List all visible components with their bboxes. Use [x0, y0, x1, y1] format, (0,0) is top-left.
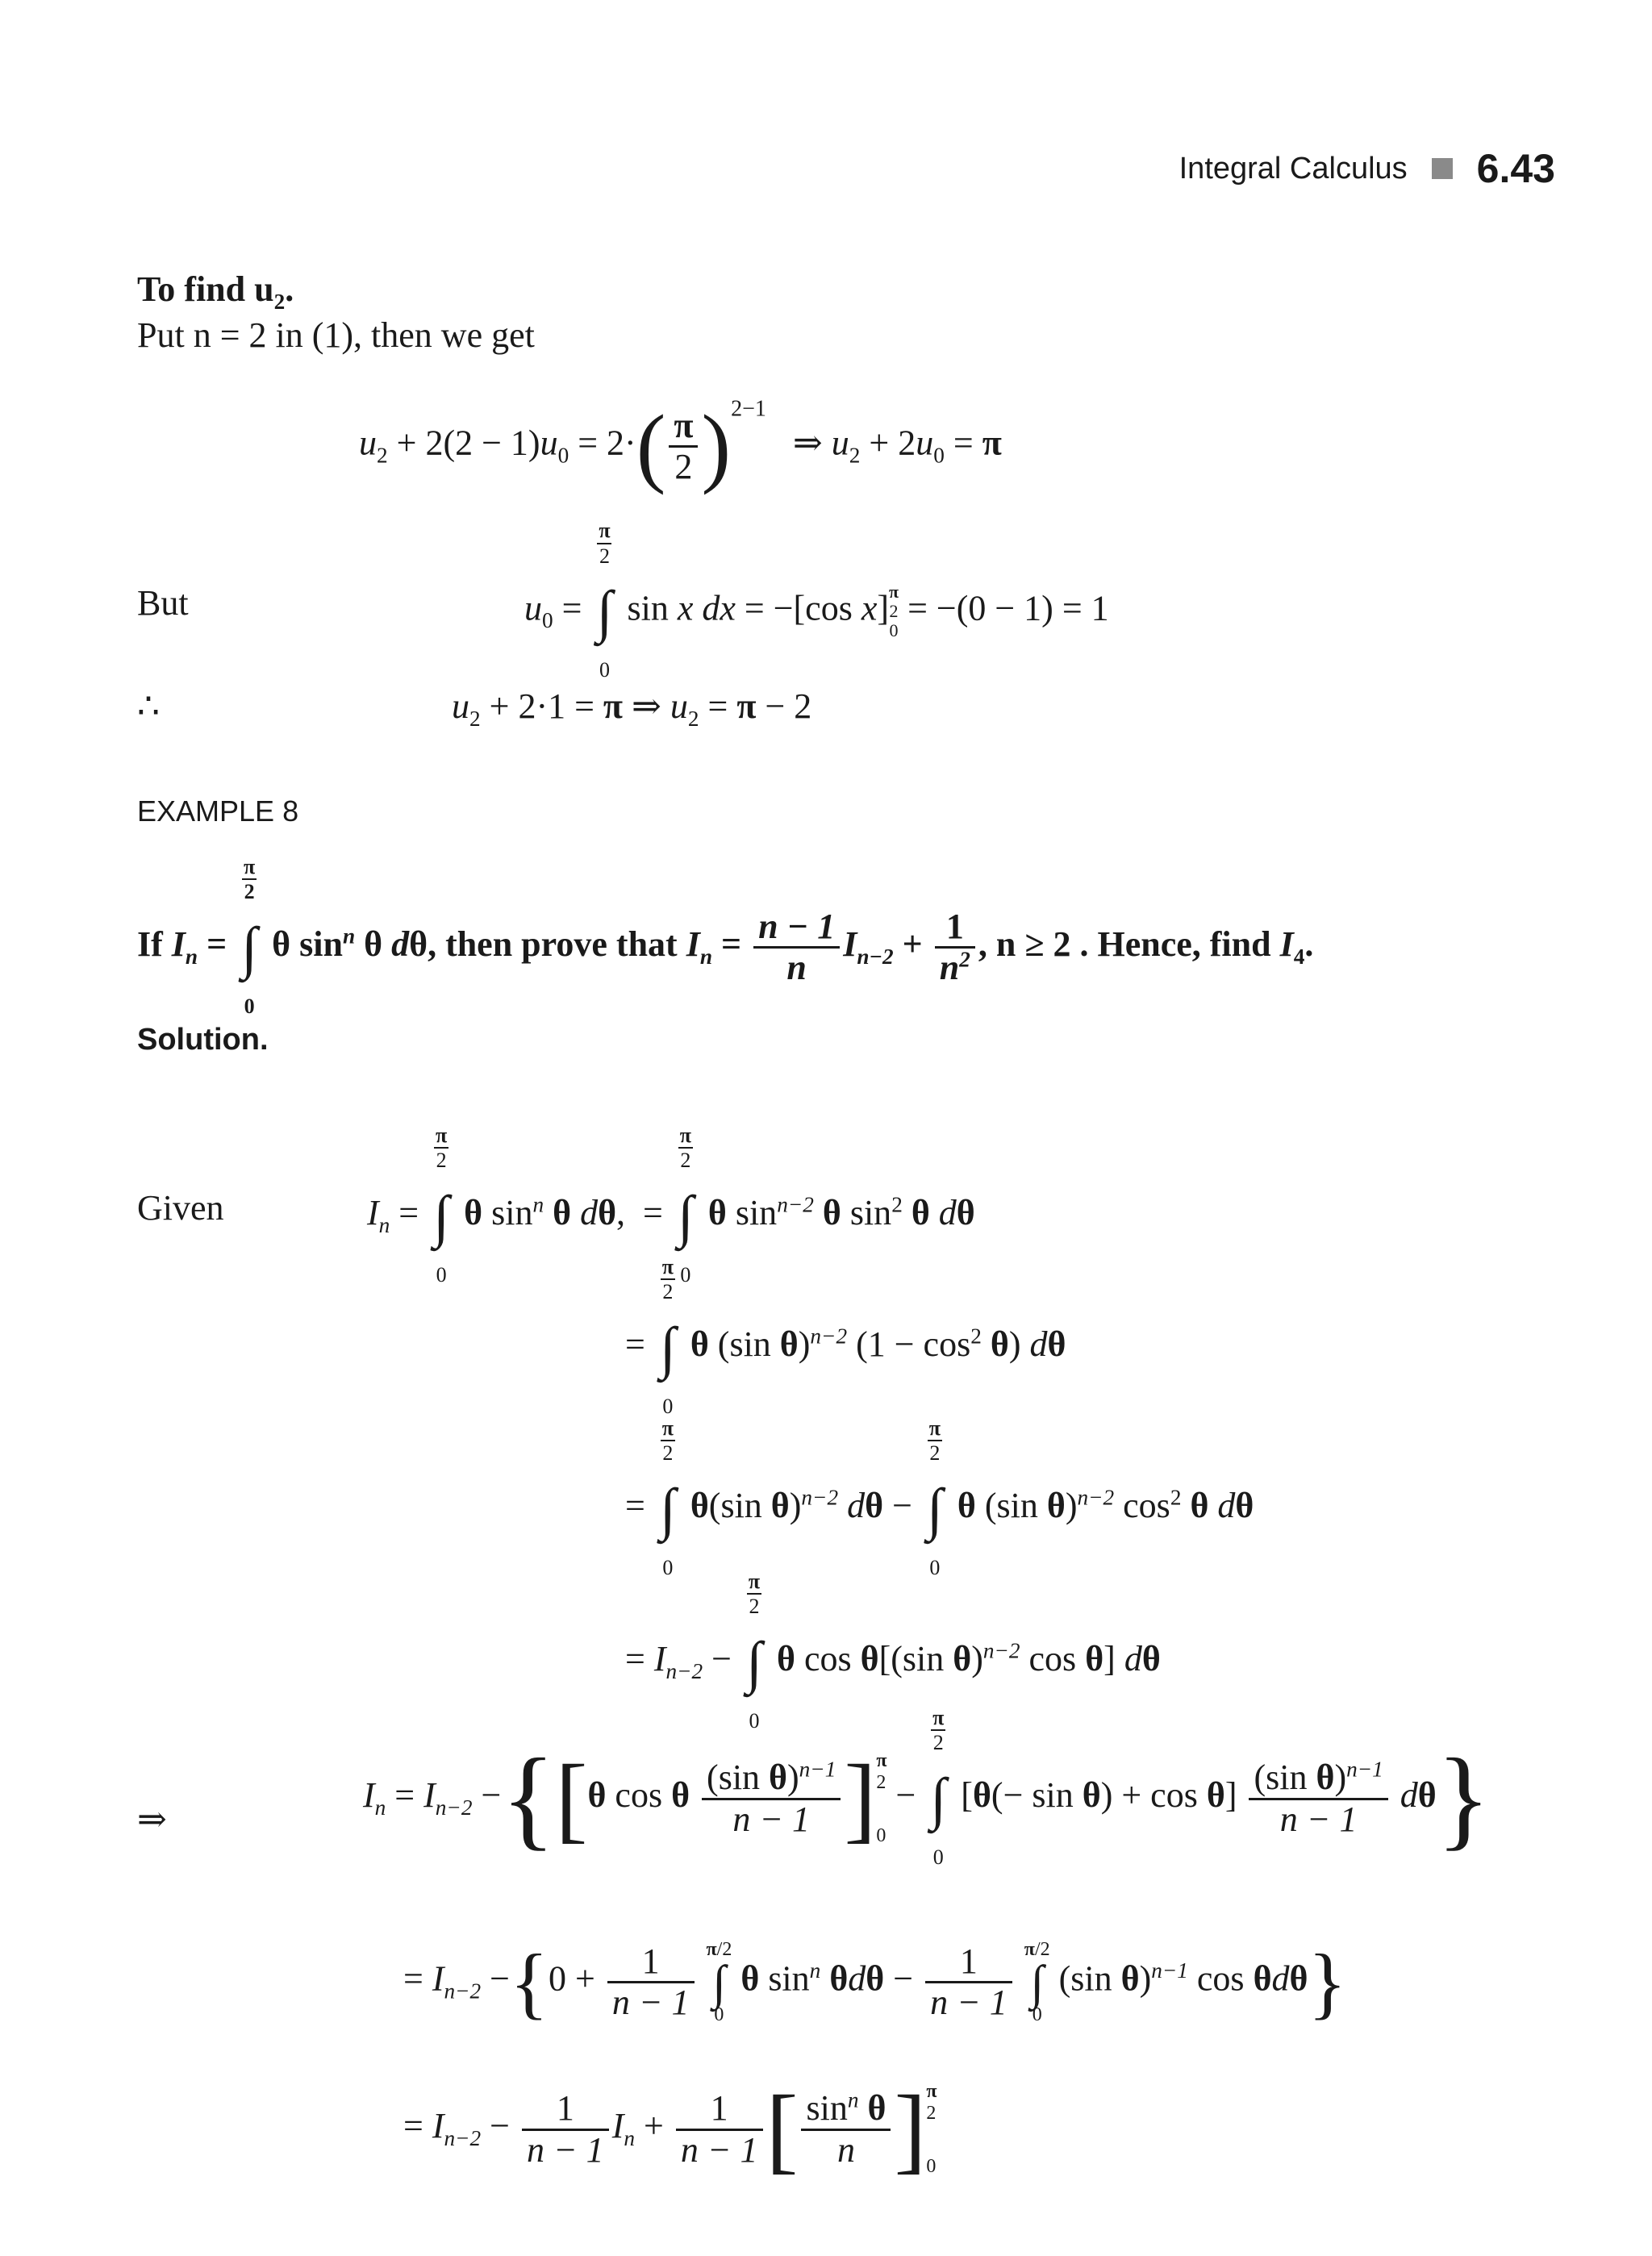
equation-step-5: = $I_{n-2}$ − $\frac{1}{n - 1}$ $I_n$ + $\frac{1}{n - 1}$ [ $\frac{\sin^n \theta}{n}$ ] π 2 0 — [403, 2075, 937, 2183]
equation-given: $I_n$ = π 2 ∫ 0 θ $\sin^n \theta$ dθ, = π 2 ∫ 0 θ $\sin^{n-2} \theta$ $\sin^2 \theta$ dθ — [367, 1124, 975, 1286]
equation-u2: $u_2 + 2(2 - 1)u_0 = 2\cdot$( $\frac{\pi}{2}$ )$^{2-1}$ ⇒ $u_2 + 2u_0 = \pi$ — [359, 396, 1002, 495]
equation-step-4: = $I_{n-2} -\{0$ + $\frac{1}{n - 1}$ π/2 ∫ 0 θ $\sin^n \theta d\theta$ − $\frac{1}{n - 1}$ π/2 ∫ 0 (sin θ)$^{n-1}$ cos θdθ} — [403, 1937, 1347, 2027]
equation-by-parts: $I_n = I_{n-2} -\{[\theta$ cos θ $\frac{(\sin \theta)^{n-1}}{n - 1}$ ] π 2 0 − π 2 ∫ 0 [θ(− sin θ) + cos θ] $\frac{(\sin \theta)^{n-1}}{n - 1}$ dθ} — [363, 1706, 1491, 1869]
page-number: 6.43 — [1476, 146, 1555, 191]
running-header — [1179, 145, 1555, 192]
label-implies: ⇒ — [137, 1799, 167, 1839]
instruction-text: Put n = 2 in (1), then we get — [137, 315, 535, 355]
label-therefore: ∴ — [137, 686, 160, 726]
solution-heading: Solution. — [137, 1023, 269, 1057]
equation-u2-result: $u_2 + 2\cdot 1 = \pi$ ⇒ $u_2 = \pi - 2$ — [452, 686, 812, 731]
header-square-icon — [1432, 158, 1453, 179]
equation-u0: $u_0$ = π 2 ∫ 0 sin x dx = −[cos x] π 2 0 = −(0 − 1) = 1 — [524, 519, 1109, 682]
chapter-title: Integral Calculus — [1179, 151, 1408, 186]
section-heading: To find $u_2$. — [137, 269, 294, 314]
equation-step-2: = π 2 ∫ 0 θ(sin θ)$^{n-2}$ dθ − π 2 ∫ 0 θ (sin θ)$^{n-2}$ $\cos^2 \theta$ dθ — [625, 1416, 1254, 1579]
label-given: Given — [137, 1188, 224, 1228]
equation-step-3: = $I_{n-2}$ − π 2 ∫ 0 θ cos θ[(sin θ)$^{n-2}$ cos θ] dθ — [625, 1570, 1161, 1733]
example-heading: EXAMPLE 8 — [137, 794, 299, 828]
label-but: But — [137, 583, 189, 623]
equation-step-1: = π 2 ∫ 0 θ (sin θ)$^{n-2}$ $(1 - \cos^2 \theta)$ dθ — [625, 1255, 1066, 1418]
example-statement: If $I_n$ = π 2 ∫ 0 θ $\sin^n \theta$ dθ, then prove that $I_n$ = $\frac{n - 1}{n}$ $I_{n-2}$ + $\frac{1}{n^2}$ , n ≥ 2 . Hence, find $I_4$. — [137, 854, 1314, 1018]
